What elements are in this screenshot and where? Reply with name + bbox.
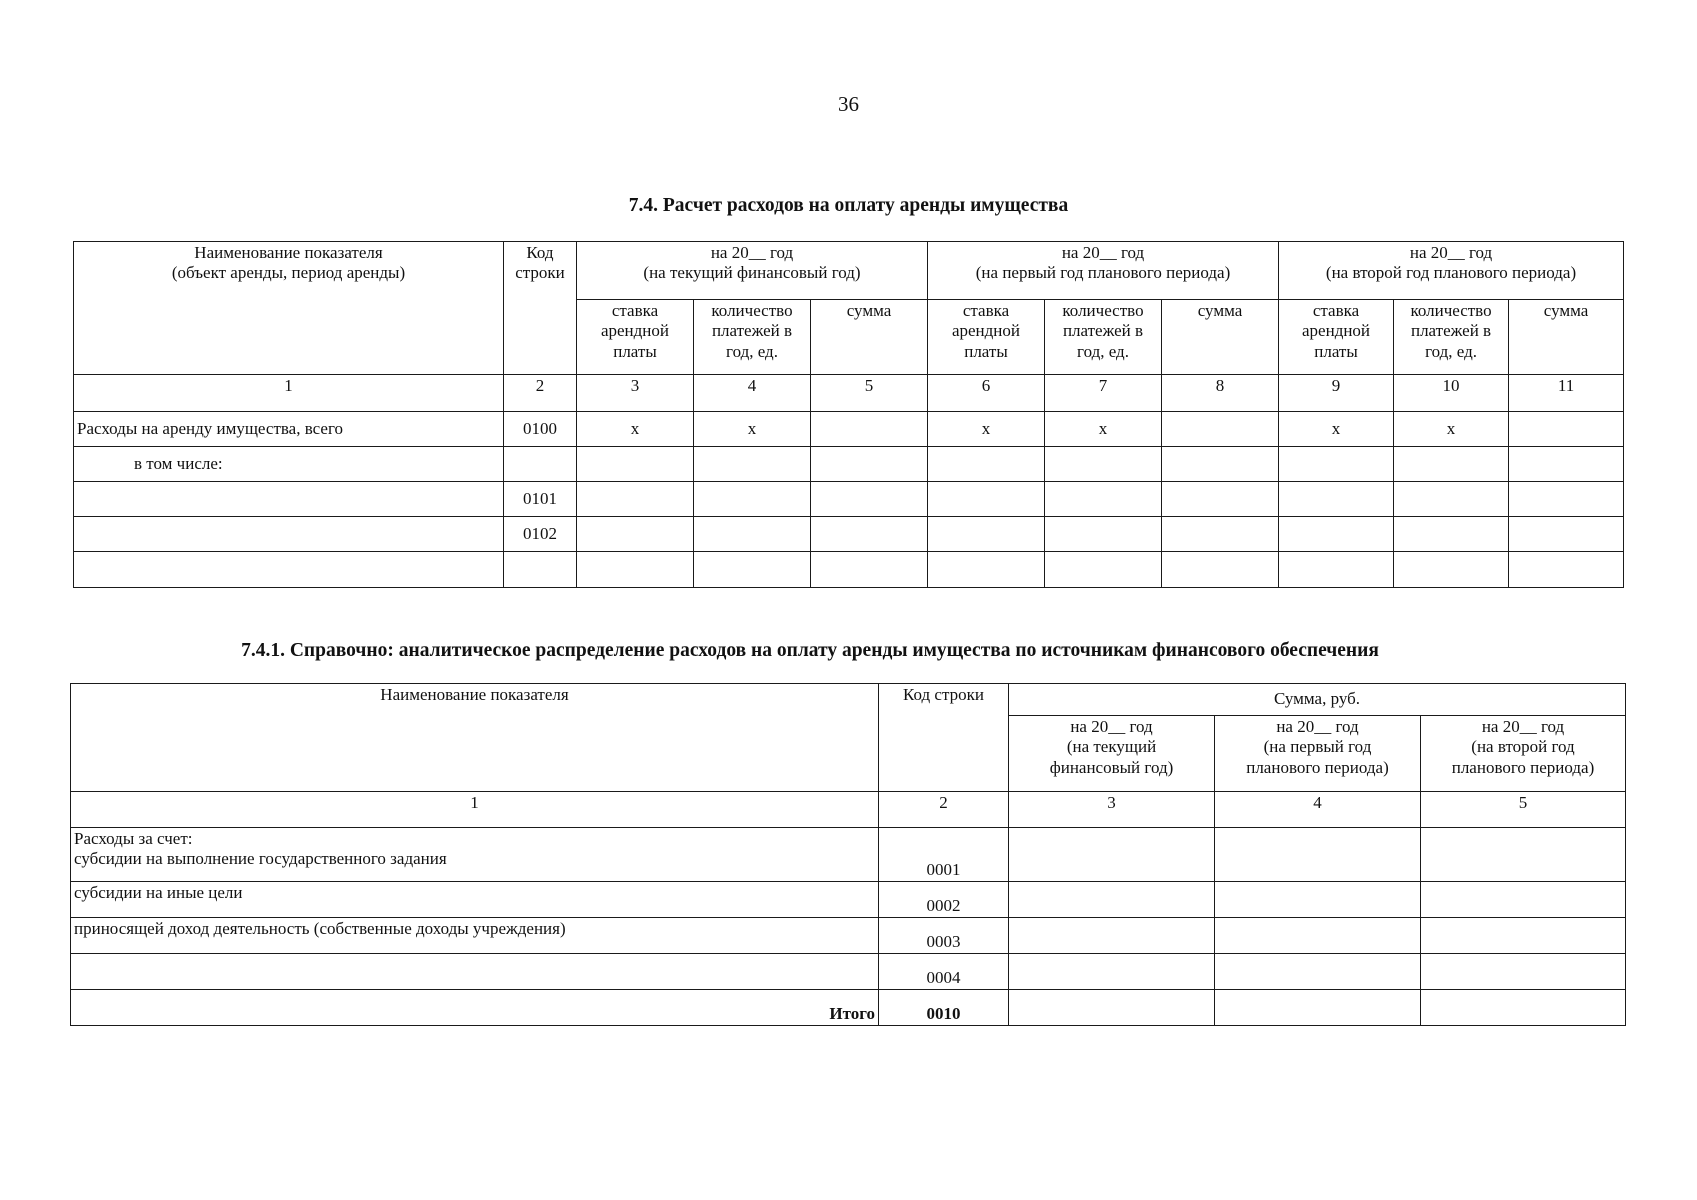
header-rate: ставка арендной платы [577, 300, 694, 375]
col-number: 5 [811, 375, 928, 412]
col-number: 11 [1509, 375, 1624, 412]
row-code: 0101 [504, 482, 577, 517]
header-sum: сумма [1162, 300, 1279, 375]
section-title-funding-sources: 7.4.1. Справочно: аналитическое распределение расходов на оплату аренды имущества по источникам финансового обеспечения [241, 640, 1379, 661]
row-code: 0003 [879, 918, 1009, 954]
header-rate: ставка арендной платы [928, 300, 1045, 375]
row-code: 0100 [504, 412, 577, 447]
header-sum: сумма [1509, 300, 1624, 375]
row-name [71, 954, 879, 990]
col-number: 4 [1215, 792, 1421, 828]
table-row [74, 482, 1624, 517]
col-number: 1 [71, 792, 879, 828]
col-number: 4 [694, 375, 811, 412]
column-numbers-row [74, 375, 1624, 412]
row-name: Расходы за счет: субсидии на выполнение государственного задания [71, 828, 879, 882]
header-sum: сумма [811, 300, 928, 375]
header-period-first-plan: на 20__ год (на первый год планового периода) [928, 242, 1279, 300]
row-name: Расходы на аренду имущества, всего [74, 412, 504, 447]
header-code-col: Код строки [504, 242, 577, 375]
header-code-col: Код строки [879, 684, 1009, 792]
header-row-periods [74, 242, 1624, 300]
row-name: субсидии на иные цели [71, 882, 879, 918]
row-code: 0004 [879, 954, 1009, 990]
header-period-current: на 20__ год (на текущий финансовый год) [1009, 716, 1215, 792]
row-name [74, 517, 504, 552]
row-code: 0001 [879, 828, 1009, 882]
total-label: Итого [71, 990, 879, 1026]
col-number: 1 [74, 375, 504, 412]
col-number: 3 [1009, 792, 1215, 828]
cell-rate-first-plan: х [928, 412, 1045, 447]
table-row [74, 552, 1624, 588]
cell-sum-second-plan [1509, 412, 1624, 447]
col-number: 10 [1394, 375, 1509, 412]
header-name-col: Наименование показателя (объект аренды, период аренды) [74, 242, 504, 375]
header-sum-col: Сумма, руб. [1009, 684, 1626, 716]
row-name [74, 482, 504, 517]
header-count: количество платежей в год, ед. [1045, 300, 1162, 375]
col-number: 3 [577, 375, 694, 412]
col-number: 8 [1162, 375, 1279, 412]
header-count: количество платежей в год, ед. [1394, 300, 1509, 375]
header-period-current: на 20__ год (на текущий финансовый год) [577, 242, 928, 300]
header-period-second-plan: на 20__ год (на второй год планового периода) [1279, 242, 1624, 300]
funding-sources-table [70, 683, 1626, 1026]
table-row [74, 412, 1624, 447]
table-row [74, 517, 1624, 552]
header-period-second-plan: на 20__ год (на второй год планового периода) [1421, 716, 1626, 792]
row-name [74, 552, 504, 588]
row-name: в том числе: [74, 447, 504, 482]
table-row [71, 954, 1626, 990]
table-row [74, 447, 1624, 482]
cell-rate-current: х [577, 412, 694, 447]
cell-rate-second-plan: х [1279, 412, 1394, 447]
row-code: 0002 [879, 882, 1009, 918]
cell-count-current: х [694, 412, 811, 447]
total-code: 0010 [879, 990, 1009, 1026]
header-period-first-plan: на 20__ год (на первый год планового периода) [1215, 716, 1421, 792]
column-numbers-row [71, 792, 1626, 828]
header-count: количество платежей в год, ед. [694, 300, 811, 375]
header-rate: ставка арендной платы [1279, 300, 1394, 375]
row-code [504, 552, 577, 588]
header-name-col: Наименование показателя [71, 684, 879, 792]
table-row [71, 828, 1626, 882]
col-number: 6 [928, 375, 1045, 412]
cell-count-second-plan: х [1394, 412, 1509, 447]
row-code: 0102 [504, 517, 577, 552]
section-title-rent-calculation: 7.4. Расчет расходов на оплату аренды имущества [628, 195, 1069, 216]
col-number: 9 [1279, 375, 1394, 412]
table-row [71, 918, 1626, 954]
cell-sum-current [811, 412, 928, 447]
row-code [504, 447, 577, 482]
cell-sum-first-plan [1162, 412, 1279, 447]
cell-count-first-plan: х [1045, 412, 1162, 447]
total-row [71, 990, 1626, 1026]
page-number: 36 [838, 92, 859, 116]
row-name: приносящей доход деятельность (собственные доходы учреждения) [71, 918, 879, 954]
col-number: 2 [879, 792, 1009, 828]
header-row-sum [71, 684, 1626, 716]
col-number: 2 [504, 375, 577, 412]
col-number: 5 [1421, 792, 1626, 828]
table-row [71, 882, 1626, 918]
rent-calculation-table [73, 241, 1624, 588]
col-number: 7 [1045, 375, 1162, 412]
